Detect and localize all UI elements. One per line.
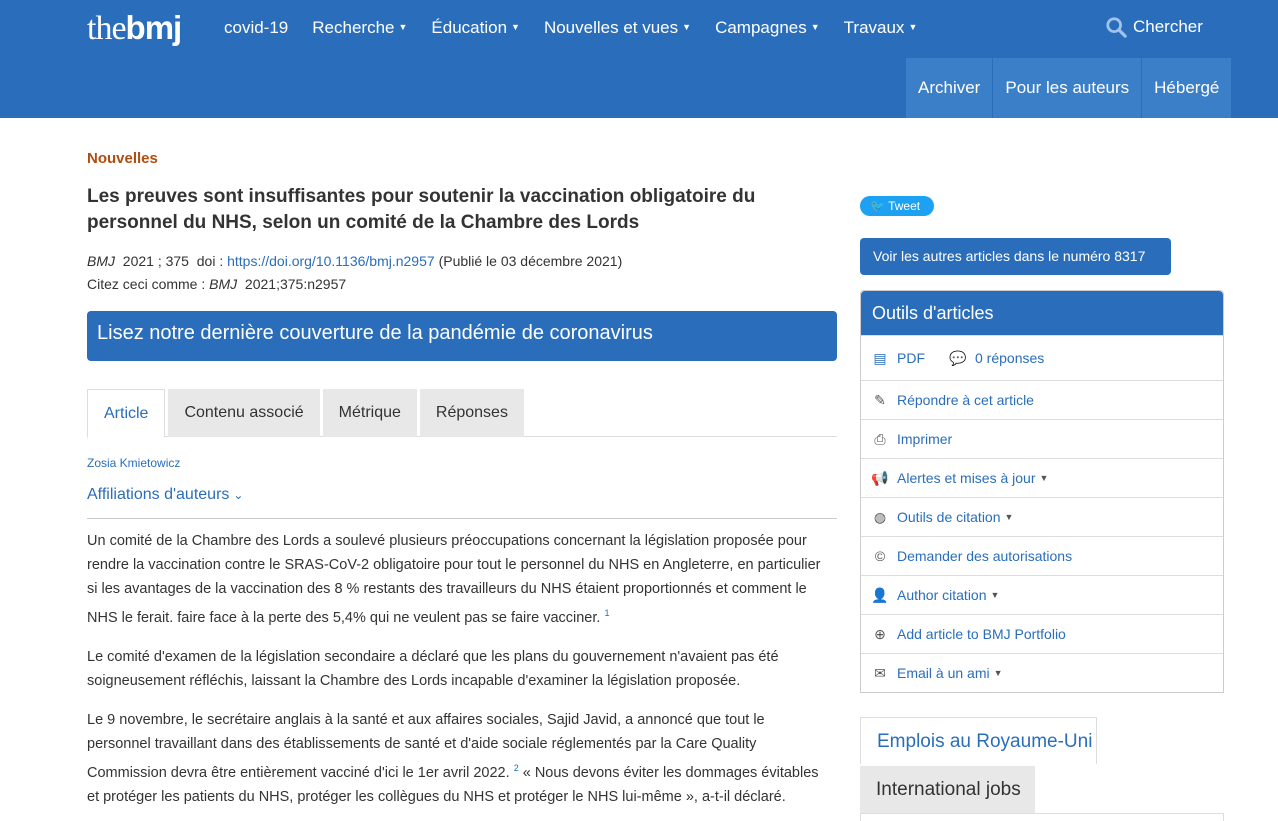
tool-label: Imprimer xyxy=(897,431,953,447)
nav-label: Recherche xyxy=(312,18,395,37)
logo-the: the xyxy=(87,10,126,47)
tool-label: Répondre à cet article xyxy=(897,392,1034,408)
search-icon xyxy=(1105,16,1127,38)
tab-responses[interactable]: Réponses xyxy=(420,389,524,437)
top-header xyxy=(0,0,1278,118)
search-button[interactable] xyxy=(1105,16,1203,38)
tool-label: Email à un ami xyxy=(897,665,990,681)
user-icon: 👤 xyxy=(871,586,889,603)
pub-volume: ; 375 xyxy=(157,253,189,269)
nav-label: Nouvelles et vues xyxy=(543,18,679,37)
megaphone-icon: 📢 xyxy=(871,469,889,486)
tool-label: Outils de citation xyxy=(897,509,1001,525)
paragraph-text: Un comité de la Chambre des Lords a soulevé plusieurs préoccupations concernant la législation proposée pour rendre la vaccination contre le SRAS-CoV-2 obligatoire pour tout le personnel du NHS en Angleterre, en particulier si les avantages de la vaccination des 8 % restants des travailleurs du NHS étaient proportionnés et comment le NHS le ferait. faire face à la perte des 5,4% qui ne veulent pas se faire vacciner. xyxy=(87,533,821,626)
pdf-icon: ▤ xyxy=(873,349,887,366)
copyright-icon: © xyxy=(874,548,886,564)
paragraph-3 xyxy=(87,708,832,809)
globe-icon: ◍ xyxy=(873,508,887,525)
nav-recherche[interactable] xyxy=(312,18,407,38)
tab-international-jobs[interactable]: International jobs xyxy=(860,766,1035,813)
search-label: Chercher xyxy=(1133,17,1203,36)
divider xyxy=(87,518,837,519)
affiliations-toggle[interactable] xyxy=(87,486,243,504)
reference-link[interactable]: 1 xyxy=(604,608,610,618)
doi-label: doi : xyxy=(196,253,224,269)
tab-metrics[interactable]: Métrique xyxy=(323,389,417,437)
journal-name: BMJ xyxy=(87,253,115,269)
tool-email[interactable] xyxy=(861,653,1223,692)
tool-citation[interactable] xyxy=(861,497,1223,536)
tools-title: Outils d'articles xyxy=(861,291,1223,335)
cite-label: Citez ceci comme : xyxy=(87,276,206,292)
tool-permissions[interactable] xyxy=(861,536,1223,575)
section-label: Nouvelles xyxy=(87,150,158,167)
nav-nouvelles[interactable] xyxy=(544,18,691,38)
nav-travaux[interactable] xyxy=(844,18,918,38)
pdf-link[interactable]: PDF xyxy=(897,350,925,366)
chevron-down-icon: ▼ xyxy=(1004,512,1014,522)
chevron-down-icon: ▼ xyxy=(398,22,408,32)
paragraph-text: « Nous devons éviter les dommages évitables et protéger les patients du NHS, protéger les collègues du NHS et protéger le NHS lui-même », a-t-il déclaré. xyxy=(87,764,819,805)
twitter-bird-icon: 🐦 xyxy=(870,199,885,213)
affiliations-label: Affiliations d'auteurs xyxy=(87,486,230,503)
nav-label: covid-19 xyxy=(224,18,289,37)
bmj-logo[interactable] xyxy=(87,9,181,48)
doi-link[interactable]: https://doi.org/10.1136/bmj.n2957 xyxy=(227,253,435,269)
responses-link[interactable]: 0 réponses xyxy=(975,350,1045,366)
nav-label: Travaux xyxy=(843,18,905,37)
nav-label: Campagnes xyxy=(715,18,807,37)
nav-covid[interactable] xyxy=(224,18,288,38)
nav-label: Éducation xyxy=(431,18,508,37)
tool-label: Add article to BMJ Portfolio xyxy=(897,626,1066,642)
published-date: (Publié le 03 décembre 2021) xyxy=(438,253,623,269)
tool-label: Author citation xyxy=(897,587,987,603)
chevron-down-icon: ▼ xyxy=(810,22,820,32)
tool-label: Alertes et mises à jour xyxy=(897,470,1036,486)
chevron-down-icon: ⌄ xyxy=(233,488,244,502)
covid-coverage-banner[interactable]: Lisez notre dernière couverture de la pandémie de coronavirus xyxy=(87,311,837,361)
main-nav xyxy=(224,18,941,38)
tweet-button[interactable] xyxy=(860,196,934,216)
chevron-down-icon: ▼ xyxy=(682,22,692,32)
chevron-down-icon: ▼ xyxy=(908,22,918,32)
reference-link[interactable]: 2 xyxy=(513,763,519,773)
chevron-down-icon: ▼ xyxy=(993,668,1003,678)
paragraph-2 xyxy=(87,645,832,693)
print-icon: ⎙ xyxy=(874,430,886,447)
article-meta xyxy=(87,253,622,269)
comment-icon: 💬 xyxy=(949,349,967,366)
jobs-panel-edge xyxy=(860,813,1224,821)
plus-circle-icon: ⊕ xyxy=(874,625,886,642)
tool-alerts[interactable] xyxy=(861,458,1223,497)
paragraph-text: Le 9 novembre, le secrétaire anglais à la santé et aux affaires sociales, Sajid Javid, a annoncé que tout le personnel travaillant dans des établissements de santé et d'aide sociale réglementés par la Care Quality Commission devra être entièrement vacciné d'ici le 1er avril 2022. xyxy=(87,712,765,781)
tab-article[interactable]: Article xyxy=(87,389,165,438)
logo-bmj: bmj xyxy=(125,9,182,46)
tool-print[interactable] xyxy=(861,419,1223,458)
chevron-down-icon: ▼ xyxy=(511,22,520,32)
envelope-icon: ✉ xyxy=(874,664,886,681)
subnav-auteurs[interactable]: Pour les auteurs xyxy=(992,58,1141,118)
tab-uk-jobs[interactable]: Emplois au Royaume-Uni xyxy=(860,717,1097,764)
nav-education[interactable] xyxy=(431,18,520,38)
tool-portfolio[interactable] xyxy=(861,614,1223,653)
paragraph-text: Le comité d'examen de la législation secondaire a déclaré que les plans du gouvernement n'avaient pas été soigneusement réfléchis, laissant la Chambre des Lords incapable d'examiner la législation proposée. xyxy=(87,649,779,689)
chevron-down-icon: ▼ xyxy=(990,590,1000,600)
tool-label: Demander des autorisations xyxy=(897,548,1073,564)
cite-ref: 2021;375:n2957 xyxy=(244,276,347,292)
chevron-down-icon: ▼ xyxy=(1039,473,1049,483)
pub-year: 2021 xyxy=(122,253,154,269)
sub-nav xyxy=(906,58,1231,118)
article-tabs xyxy=(87,389,837,437)
issue-articles-button[interactable]: Voir les autres articles dans le numéro 8317 xyxy=(860,238,1171,275)
subnav-archiver[interactable]: Archiver xyxy=(918,78,981,97)
tweet-label: Tweet xyxy=(888,199,921,213)
edit-icon: ✎ xyxy=(874,391,886,408)
cite-line xyxy=(87,276,346,292)
tool-row-pdf-responses xyxy=(861,335,1223,380)
article-title: Les preuves sont insuffisantes pour soutenir la vaccination obligatoire du personnel du NHS, selon un comité de la Chambre des Lords xyxy=(87,186,756,233)
tool-author-citation[interactable] xyxy=(861,575,1223,614)
author-link[interactable]: Zosia Kmietowicz xyxy=(87,456,181,470)
article-tools-panel xyxy=(860,290,1224,693)
tab-related[interactable]: Contenu associé xyxy=(168,389,319,437)
nav-campagnes[interactable] xyxy=(715,18,820,38)
cite-journal: BMJ xyxy=(209,276,238,292)
paragraph-1 xyxy=(87,529,832,630)
tool-reply[interactable] xyxy=(861,380,1223,419)
subnav-heberge[interactable]: Hébergé xyxy=(1141,58,1231,118)
